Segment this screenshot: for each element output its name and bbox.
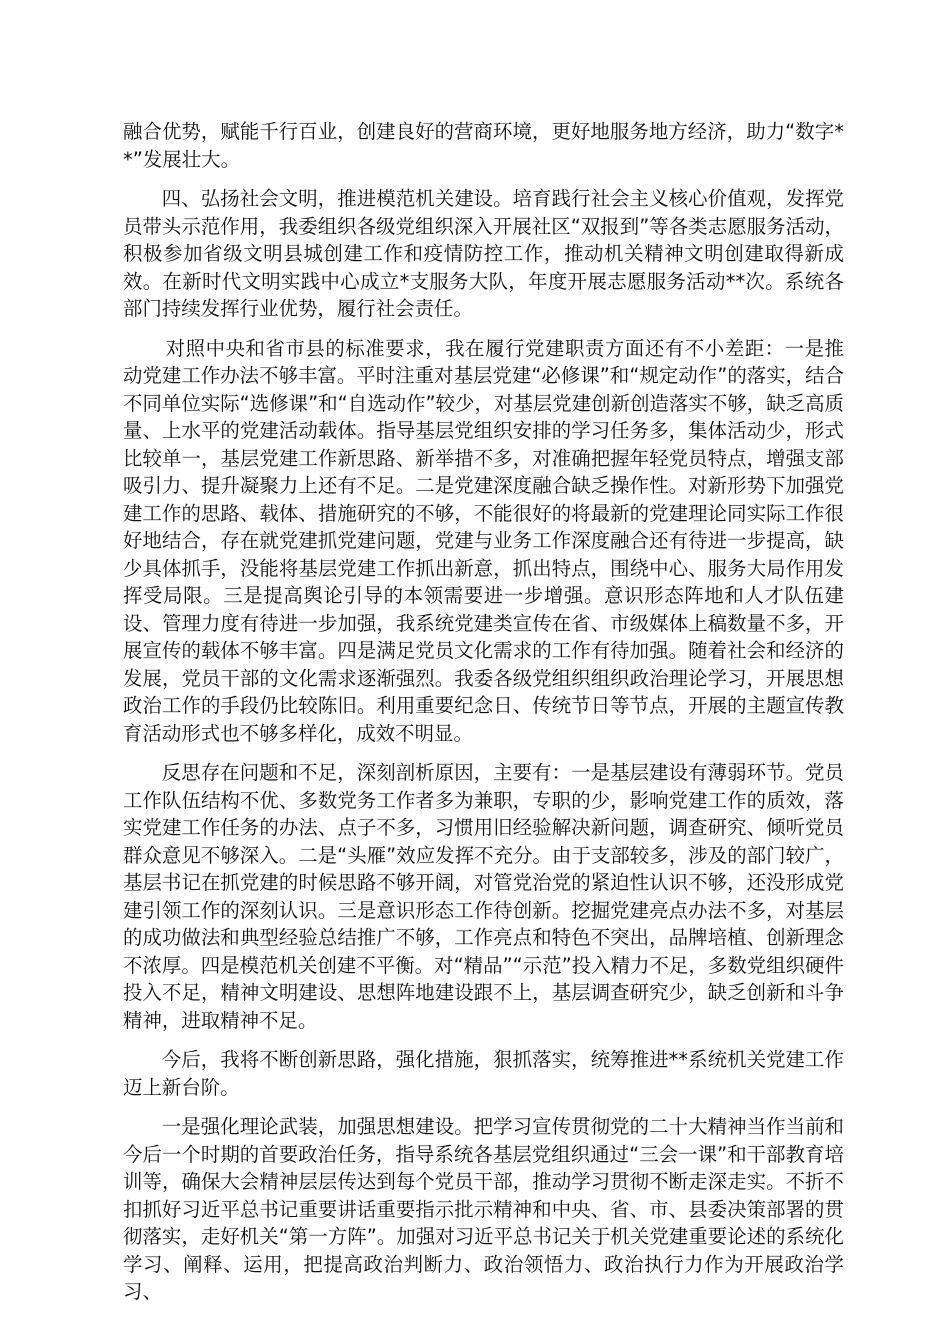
paragraph-root-causes: 反思存在问题和不足，深刻剖析原因，主要有：一是基层建设有薄弱环节。党员工作队伍结构不优、多数党务工作者多为兼职，专职的少，影响党建工作的质效，落实党建工作任务的办法、点子不多，习惯用旧经验解决新问题，调查研究、倾听党员群众意见不够深入。二是“头雁”效应发挥不充分。由于支部较多，涉及的部门较广，基层书记在抓党建的时候思路不够开阔，对管党治党的紧迫性认识不够，还没形成党建引领工作的深刻认识。三是意识形态工作待创新。挖掘党建亮点办法不多，对基层的成功做法和典型经验总结推广不够，工作亮点和特色不突出，品牌培植、创新理念不浓厚。四是模范机关创建不平衡。对“精品”“示范”投入精力不足，多数党组织硬件投入不足，精神文明建设、思想阵地建设跟不上，基层调查研究少，缺乏创新和斗争精神，进取精神不足。 <box>123 761 844 1032</box>
paragraph-continuation: 融合优势，赋能千行百业，创建良好的营商环境，更好地服务地方经济，助力“数字**”发展壮大。 <box>123 120 844 171</box>
paragraph-section-four: 四、弘扬社会文明，推进模范机关建设。培育践行社会主义核心价值观，发挥党员带头示范作用，我委组织各级党组织深入开展社区“双报到”等各类志愿服务活动，积极参加省级文明县城创建工作和疫情防控工作，推动机关精神文明创建取得新成效。在新时代文明实践中心成立*支服务大队，年度开展志愿服务活动**次。系统各部门持续发挥行业优势，履行社会责任。 <box>123 187 844 320</box>
document-body <box>123 118 844 1318</box>
paragraph-measure-one: 一是强化理论武装，加强思想建设。把学习宣传贯彻党的二十大精神当作当前和今后一个时期的首要政治任务，指导系统各基层党组织通过“三会一课”和干部教育培训等，确保大会精神层层传达到每个党员干部，推动学习贯彻不断走深走实。不折不扣抓好习近平总书记重要讲话重要指示批示精神和中央、省、市、县委决策部署的贯彻落实，走好机关“第一方阵”。加强对习近平总书记关于机关党建重要论述的系统化学习、阐释、运用，把提高政治判断力、政治领悟力、政治执行力作为开展政治学习、 <box>123 1115 844 1303</box>
paragraph-shortcomings: 对照中央和省市县的标准要求，我在履行党建职责方面还有不小差距：一是推动党建工作办法不够丰富。平时注重对基层党建“必修课”和“规定动作”的落实，结合不同单位实际“选修课”和“自选动作”较少，对基层党建创新创造落实不够，缺乏高质量、上水平的党建活动载体。指导基层党组织安排的学习任务多，集体活动少，形式比较单一，基层党建工作新思路、新举措不多，对准确把握年轻党员特点，增强支部吸引力、提升凝聚力上还有不足。二是党建深度融合缺乏操作性。对新形势下加强党建工作的思路、载体、措施研究的不够，不能很好的将最新的党建理论同实际工作很好地结合，存在就党建抓党建问题，党建与业务工作深度融合还有待进一步提高，缺少具体抓手，没能将基层党建工作抓出新意，抓出特点，围绕中心、服务大局作用发挥受局限。三是提高舆论引导的本领需要进一步增强。意识形态阵地和人才队伍建设、管理力度有待进一步加强，我系统党建类宣传在省、市级媒体上稿数量不多，开展宣传的载体不够丰富。四是满足党员文化需求的工作有待加强。随着社会和经济的发展，党员干部的文化需求逐渐强烈。我委各级党组织组织政治理论学习，开展思想政治工作的手段仍比较陈旧。利用重要纪念日、传统节日等节点，开展的主题宣传教育活动形式也不够多样化，成效不明显。 <box>123 336 844 745</box>
paragraph-future-plan: 今后，我将不断创新思路，强化措施，狠抓落实，统筹推进**系统机关党建工作迈上新台阶。 <box>123 1048 844 1099</box>
